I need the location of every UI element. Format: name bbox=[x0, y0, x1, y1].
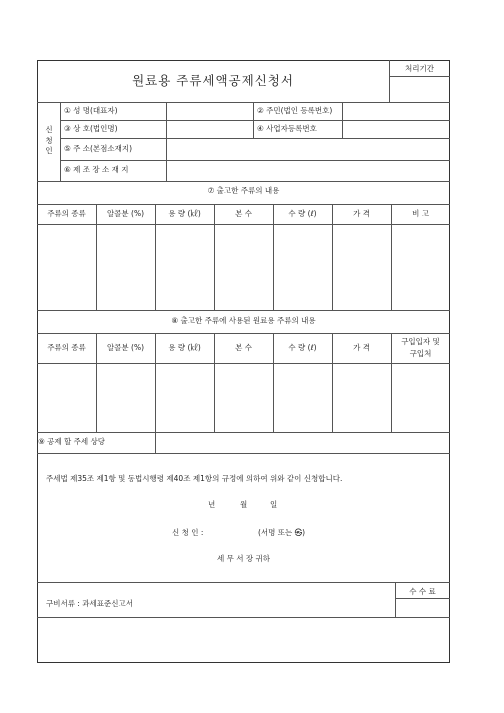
resident-no-label: ② 주민(법인 등록번호) bbox=[257, 106, 333, 115]
s7-col-capacity: 용 량 (㎘) bbox=[168, 209, 201, 218]
business-no-label: ④ 사업자등록번호 bbox=[257, 124, 317, 133]
processing-divider bbox=[389, 76, 450, 77]
trade-name-label: ③ 상 호(법인명) bbox=[64, 124, 118, 133]
date-year-label: 년 bbox=[208, 500, 216, 509]
s7-col-type: 주류의 종류 bbox=[47, 209, 86, 218]
declaration-statement: 주세법 제35조 제1항 및 동법시행령 제40조 제1항의 규정에 의하여 위와 같이 신청합니다. bbox=[46, 474, 343, 483]
applicant-section-label: 신 청 인 bbox=[45, 125, 53, 155]
section7-title: ⑦ 출고한 주류의 내용 bbox=[207, 186, 280, 195]
s7-col-remarks: 비 고 bbox=[412, 209, 429, 218]
deduction-label: ⑨ 공제 할 주세 상당 bbox=[38, 437, 105, 446]
address-label: ⑤ 주 소(본점소재지) bbox=[64, 144, 133, 153]
s8-col-type: 주류의 종류 bbox=[47, 343, 86, 352]
s8-col-capacity: 용 량 (㎘) bbox=[168, 343, 201, 352]
factory-location-label: ⑥ 제 조 장 소 재 지 bbox=[64, 165, 129, 174]
s8-col-quantity: 수 량 (ℓ) bbox=[288, 343, 317, 352]
s8-col-alcohol: 알콜분 (%) bbox=[106, 343, 145, 352]
s7-col-price: 가 격 bbox=[353, 209, 370, 218]
s8-col-price: 가 격 bbox=[353, 343, 370, 352]
s8-col-purchase-info: 구입입자 및 구입처 bbox=[401, 337, 440, 358]
s8-col-count: 본 수 bbox=[235, 343, 252, 352]
s7-col-count: 본 수 bbox=[235, 209, 252, 218]
signature-note: (서명 또는 ㉿) bbox=[258, 528, 306, 537]
processing-period-label: 처리기간 bbox=[405, 64, 434, 73]
header-bottom-line bbox=[37, 102, 450, 103]
name-label: ① 성 명(대표자) bbox=[64, 106, 118, 115]
date-month-label: 월 bbox=[240, 500, 248, 509]
s7-col-quantity: 수 량 (ℓ) bbox=[288, 209, 317, 218]
s7-col-alcohol: 알콜분 (%) bbox=[106, 209, 145, 218]
attachments-label: 구비서류 : 과세표준신고서 bbox=[46, 599, 133, 608]
recipient-label: 세 무 서 장 귀하 bbox=[216, 554, 270, 563]
applicant-label-divider bbox=[60, 102, 61, 181]
applicant-signature-label: 신 청 인 : bbox=[172, 528, 204, 537]
form-title: 원료용 주류세액공제신청서 bbox=[132, 73, 294, 88]
date-day-label: 일 bbox=[270, 500, 278, 509]
section8-title: ⑧ 출고한 주류에 사용된 원료용 주류의 내용 bbox=[171, 316, 316, 325]
fee-label: 수 수 료 bbox=[409, 587, 436, 596]
